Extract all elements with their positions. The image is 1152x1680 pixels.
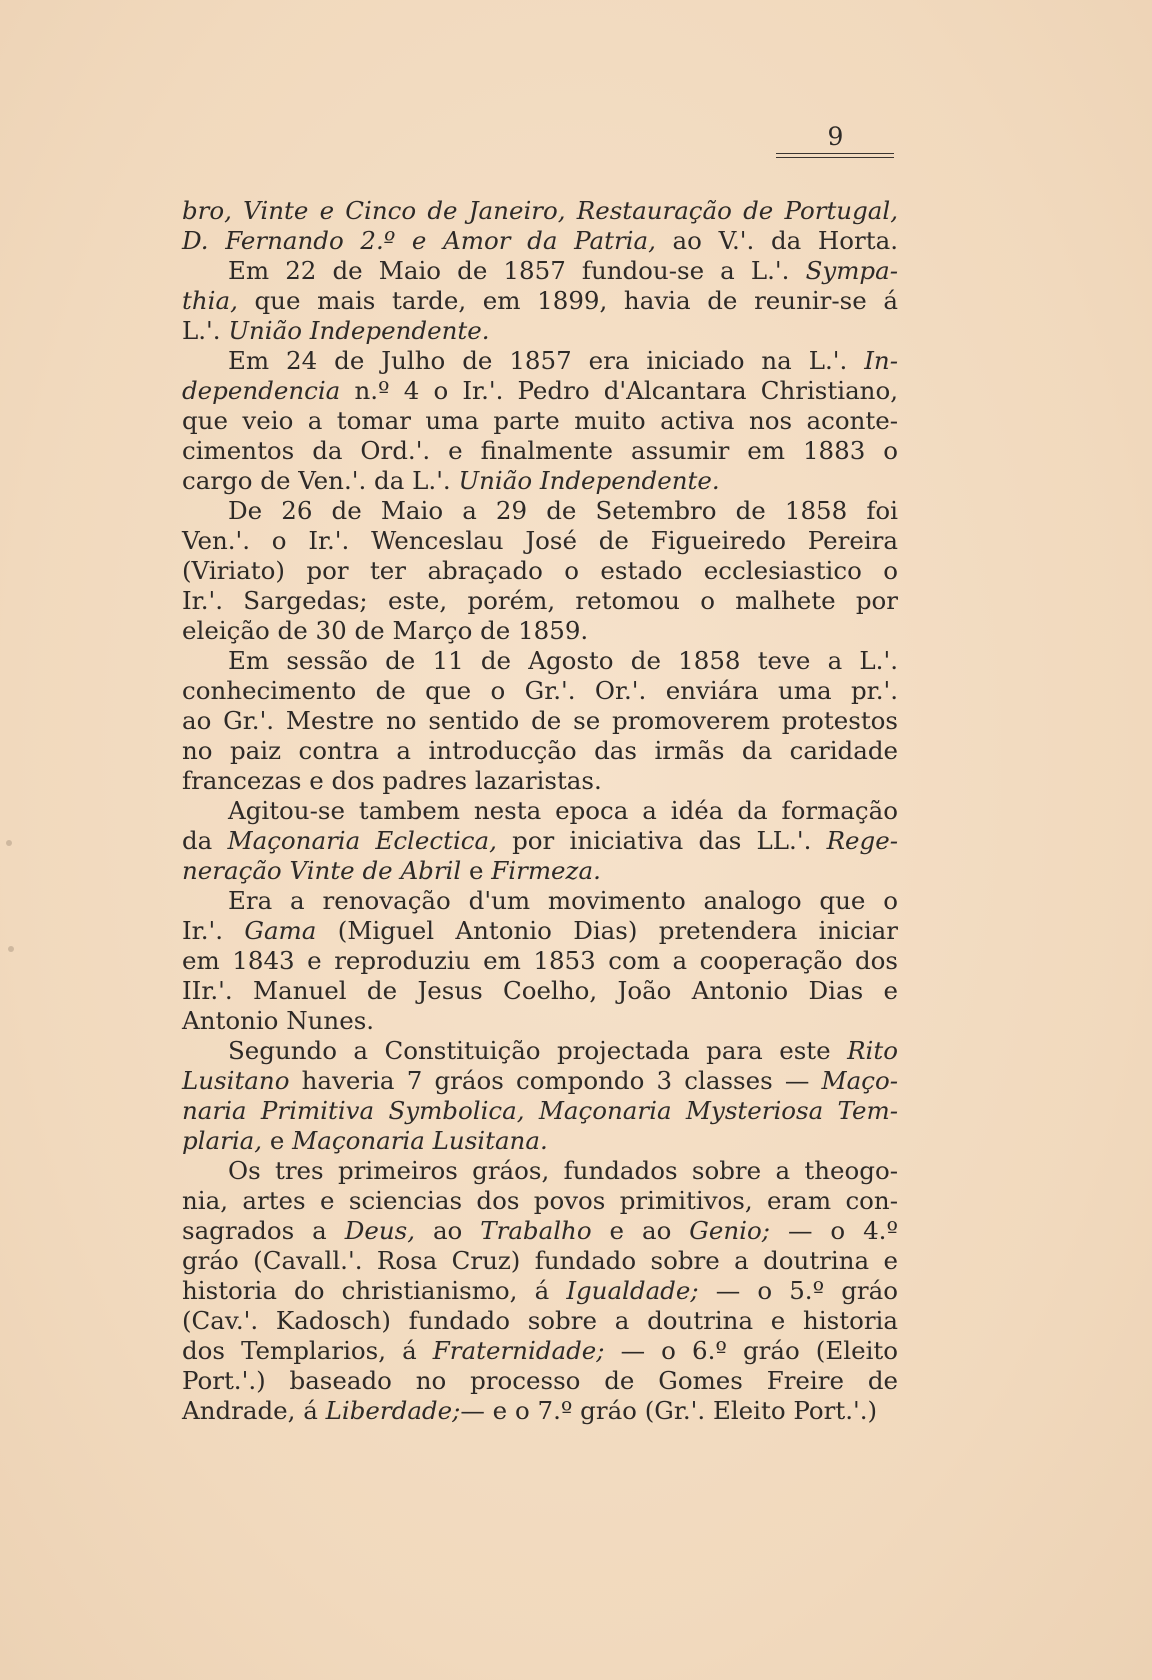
text-span: e	[262, 1126, 293, 1155]
text-line	[182, 1006, 898, 1036]
text-line	[182, 1156, 898, 1186]
text-span: cargo de Ven.'. da L.'.	[182, 466, 459, 495]
italic-span: União Independente.	[228, 316, 490, 345]
text-span: Em 22 de Maio de 1857 fundou-se a L.'.	[228, 256, 806, 285]
text-span: Antonio Nunes.	[182, 1006, 375, 1035]
text-line	[182, 1126, 898, 1156]
text-line	[182, 1306, 898, 1336]
text-line	[182, 736, 898, 766]
text-span: n.º 4 o Ir.'. Pedro d'Alcantara Christiano,	[340, 376, 898, 405]
text-span: Ir.'. Sargedas; este, porém, retomou o malhete por	[182, 586, 898, 615]
text-line	[182, 586, 898, 616]
italic-span: Liberdade;	[325, 1396, 461, 1425]
text-span: eleição de 30 de Março de 1859.	[182, 616, 589, 645]
text-line	[182, 856, 898, 886]
text-span: Andrade, á	[182, 1396, 326, 1425]
text-span: que mais tarde, em 1899, havia de reunir-se á	[237, 286, 898, 315]
text-span: Ir.'.	[182, 916, 245, 945]
text-span: nia, artes e sciencias dos povos primitivos, eram con-	[182, 1186, 898, 1215]
italic-span: Firmeza.	[491, 856, 601, 885]
text-line	[182, 826, 898, 856]
text-line	[182, 226, 898, 256]
text-line	[182, 316, 898, 346]
italic-span: naria Primitiva Symbolica, Maçonaria Mysteriosa Tem-	[182, 1096, 898, 1125]
page-number-rule-bottom	[776, 157, 894, 158]
italic-span: Trabalho	[480, 1216, 592, 1245]
text-line	[182, 286, 898, 316]
text-span: — o 6.º gráo (Eleito	[604, 1336, 898, 1365]
text-line	[182, 886, 898, 916]
text-span: (Viriato) por ter abraçado o estado ecclesiastico o	[182, 556, 898, 585]
italic-span: Igualdade;	[566, 1276, 699, 1305]
text-line	[182, 646, 898, 676]
margin-speck	[8, 946, 14, 952]
text-span: Em 24 de Julho de 1857 era iniciado na L.'.	[228, 346, 865, 375]
text-line	[182, 346, 898, 376]
text-span: e	[461, 856, 492, 885]
text-span: ao V.'. da Horta.	[655, 226, 898, 255]
text-span: por iniciativa das LL.'.	[496, 826, 827, 855]
text-span: L.'.	[182, 316, 229, 345]
italic-span: neração Vinte de Abril	[182, 856, 462, 885]
italic-span: Fraternidade;	[432, 1336, 605, 1365]
text-span: sagrados a	[182, 1216, 345, 1245]
text-span: IIr.'. Manuel de Jesus Coelho, João Antonio Dias e	[182, 976, 898, 1005]
italic-span: Genio;	[689, 1216, 770, 1245]
text-span: francezas e dos padres lazaristas.	[182, 766, 602, 795]
text-line	[182, 766, 898, 796]
text-span: e ao	[591, 1216, 690, 1245]
text-span: Port.'.) baseado no processo de Gomes Freire de	[182, 1366, 898, 1395]
italic-span: Rito	[847, 1036, 898, 1065]
text-line	[182, 406, 898, 436]
text-line	[182, 1246, 898, 1276]
text-line	[182, 256, 898, 286]
italic-span: Maçonaria Lusitana.	[292, 1126, 548, 1155]
margin-speck	[6, 840, 12, 846]
text-span: cimentos da Ord.'. e finalmente assumir em 1883 o	[182, 436, 898, 465]
text-span: — o 4.º	[770, 1216, 898, 1245]
text-span: historia do christianismo, á	[182, 1276, 567, 1305]
text-line	[182, 376, 898, 406]
italic-span: Sympa-	[805, 256, 898, 285]
page-number-rule-top	[776, 153, 894, 154]
text-line	[182, 1366, 898, 1396]
text-span: no paiz contra a introducção das irmãs da caridade	[182, 736, 898, 765]
text-line	[182, 976, 898, 1006]
text-line	[182, 676, 898, 706]
text-span: ao	[415, 1216, 481, 1245]
text-span: em 1843 e reproduziu em 1853 com a cooperação dos	[182, 946, 898, 975]
text-line	[182, 1276, 898, 1306]
text-line	[182, 706, 898, 736]
text-span: Os tres primeiros gráos, fundados sobre a theogo-	[228, 1156, 898, 1185]
text-line	[182, 436, 898, 466]
text-line	[182, 196, 898, 226]
italic-span: thia,	[182, 286, 238, 315]
text-span: dos Templarios, á	[182, 1336, 433, 1365]
text-line	[182, 946, 898, 976]
italic-span: Maço-	[821, 1066, 898, 1095]
text-line	[182, 556, 898, 586]
text-line	[182, 616, 898, 646]
text-span: gráo (Cavall.'. Rosa Cruz) fundado sobre a doutrina e	[182, 1246, 898, 1275]
text-span: — o 5.º gráo	[698, 1276, 898, 1305]
italic-span: União Independente.	[458, 466, 720, 495]
text-line	[182, 1066, 898, 1096]
text-span: que veio a tomar uma parte muito activa nos aconte-	[182, 406, 898, 435]
text-line	[182, 1036, 898, 1066]
text-span: (Miguel Antonio Dias) pretendera iniciar	[316, 916, 898, 945]
text-span: (Cav.'. Kadosch) fundado sobre a doutrina e historia	[182, 1306, 898, 1335]
text-span: — e o 7.º gráo (Gr.'. Eleito Port.'.)	[460, 1396, 878, 1425]
text-span: Era a renovação d'um movimento analogo que o	[228, 886, 898, 915]
text-span: Agitou-se tambem nesta epoca a idéa da formação	[228, 796, 898, 825]
italic-span: Deus,	[344, 1216, 415, 1245]
text-line	[182, 1216, 898, 1246]
text-line	[182, 1186, 898, 1216]
text-line	[182, 1336, 898, 1366]
italic-span: In-	[864, 346, 898, 375]
text-span: Ven.'. o Ir.'. Wenceslau José de Figueiredo Pereira	[182, 526, 898, 555]
text-line	[182, 526, 898, 556]
text-span: Em sessão de 11 de Agosto de 1858 teve a L.'.	[228, 646, 898, 675]
italic-span: dependencia	[182, 376, 341, 405]
text-line	[182, 466, 898, 496]
italic-span: Maçonaria Eclectica,	[227, 826, 497, 855]
italic-span: D. Fernando 2.º e Amor da Patria,	[182, 226, 656, 255]
text-line	[182, 796, 898, 826]
text-span: conhecimento de que o Gr.'. Or.'. enviára uma pr.'.	[182, 676, 898, 705]
italic-span: plaria,	[182, 1126, 263, 1155]
text-line	[182, 1096, 898, 1126]
text-span: ao Gr.'. Mestre no sentido de se promoverem protestos	[182, 706, 898, 735]
body-text	[182, 196, 898, 1426]
text-span: Segundo a Constituição projectada para este	[228, 1036, 848, 1065]
italic-span: Gama	[244, 916, 317, 945]
italic-span: Lusitano	[182, 1066, 290, 1095]
text-span: haveria 7 gráos compondo 3 classes —	[289, 1066, 822, 1095]
page-number: 9	[827, 122, 845, 151]
text-span: da	[182, 826, 228, 855]
text-line	[182, 496, 898, 526]
text-span: De 26 de Maio a 29 de Setembro de 1858 foi	[228, 496, 898, 525]
text-line	[182, 1396, 898, 1426]
italic-span: bro, Vinte e Cinco de Janeiro, Restauração de Portugal,	[182, 196, 898, 225]
italic-span: Rege-	[826, 826, 899, 855]
text-line	[182, 916, 898, 946]
